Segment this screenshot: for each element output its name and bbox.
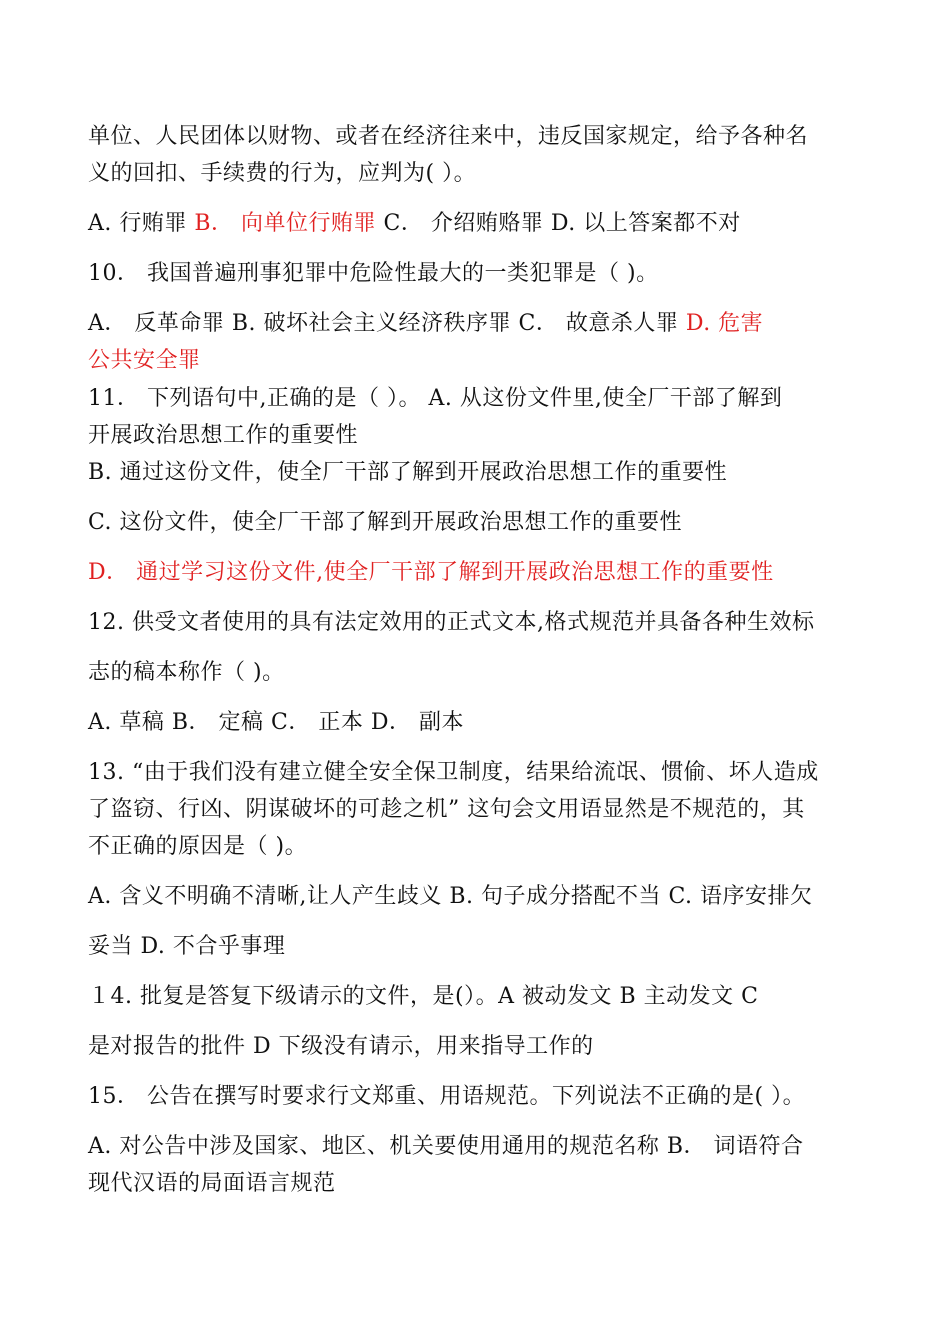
q9-answer-option-b: B． 向单位行贿罪 bbox=[194, 211, 377, 236]
q11-stem-option-a: 11． 下列语句中,正确的是（ ）。 A. 从这份文件里,使全厂干部了解到 bbox=[88, 386, 783, 411]
q10-answer-option-d: D. 危害 bbox=[685, 311, 764, 336]
q13-stem-line-1: 13. “由于我们没有建立健全安全保卫制度，结果给流氓、惯偷、坏人造成 bbox=[88, 760, 819, 785]
q11-option-c: C. 这份文件，使全厂干部了解到开展政治思想工作的重要性 bbox=[88, 510, 683, 535]
q9-stem-line-2: 义的回扣、手续费的行为，应判为( ）。 bbox=[88, 161, 477, 186]
q14-options-continued: 是对报告的批件 D 下级没有请示，用来指导工作的 bbox=[88, 1034, 594, 1059]
q13-options-line-2: 妥当 D. 不合乎事理 bbox=[88, 934, 286, 959]
q9-options-cd: C． 介绍贿赂罪 D. 以上答案都不对 bbox=[376, 211, 741, 236]
q9-options bbox=[88, 209, 868, 239]
q9-stem-line-1: 单位、人民团体以财物、或者在经济往来中，违反国家规定，给予各种名 bbox=[88, 124, 809, 149]
q10-answer-option-d-continued: 公共安全罪 bbox=[88, 348, 201, 373]
q12-options: A. 草稿 B． 定稿 C． 正本 D． 副本 bbox=[88, 710, 464, 735]
q12-stem-line-1: 12. 供受文者使用的具有法定效用的正式文本,格式规范并具备各种生效标 bbox=[88, 610, 815, 635]
q15-options-line-1: A. 对公告中涉及国家、地区、机关要使用通用的规范名称 B． 词语符合 bbox=[88, 1134, 804, 1159]
q11-option-b: B. 通过这份文件，使全厂干部了解到开展政治思想工作的重要性 bbox=[88, 460, 728, 485]
q13-stem-line-2: 了盗窃、行凶、阴谋破坏的可趁之机” 这句会文用语显然是不规范的，其 bbox=[88, 797, 805, 822]
q15-stem: 15． 公告在撰写时要求行文郑重、用语规范。下列说法不正确的是( ）。 bbox=[88, 1084, 806, 1109]
q11-answer-option-d: D． 通过学习这份文件,使全厂干部了解到开展政治思想工作的重要性 bbox=[88, 560, 774, 585]
q12-stem-line-2: 志的稿本称作（ )。 bbox=[88, 660, 285, 685]
q11-option-a-continued: 开展政治思想工作的重要性 bbox=[88, 423, 359, 448]
q15-options-line-2: 现代汉语的局面语言规范 bbox=[88, 1171, 336, 1196]
q10-options-abc: A． 反革命罪 B. 破坏社会主义经济秩序罪 C． 故意杀人罪 bbox=[88, 311, 686, 336]
q14-stem-options: １4. 批复是答复下级请示的文件，是(）。A 被动发文 B 主动发文 C bbox=[88, 984, 759, 1009]
q9-option-a: A. 行贿罪 bbox=[88, 211, 195, 236]
q13-stem-line-3: 不正确的原因是（ )。 bbox=[88, 834, 308, 859]
q13-options-line-1: A. 含义不明确不清晰,让人产生歧义 B. 句子成分搭配不当 C. 语序安排欠 bbox=[88, 884, 813, 909]
q10-stem: 10． 我国普遍刑事犯罪中危险性最大的一类犯罪是（ )。 bbox=[88, 261, 659, 286]
q10-options bbox=[88, 309, 868, 339]
